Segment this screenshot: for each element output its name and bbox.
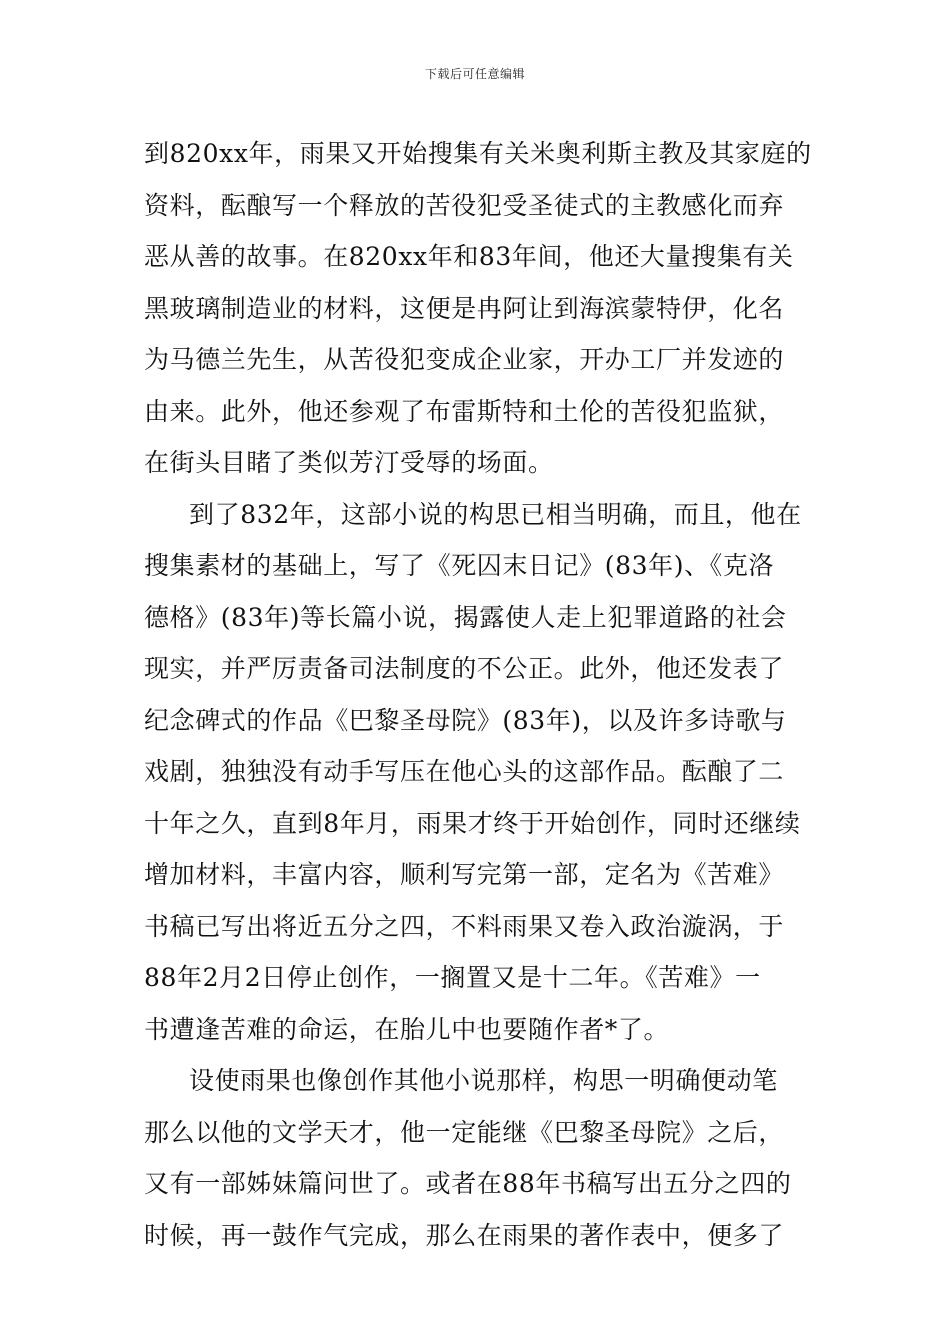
text-line: 十年之久，直到8年月，雨果才终于开始创作，同时还继续 bbox=[144, 808, 801, 838]
text-line: 黑玻璃制造业的材料，这便是冉阿让到海滨蒙特伊，化名 bbox=[144, 293, 785, 323]
text-line: 书遭逢苦难的命运，在胎儿中也要随作者*了。 bbox=[144, 1014, 670, 1044]
text-line: 为马德兰先生，从苦役犯变成企业家，开办工厂并发迹的 bbox=[144, 345, 785, 374]
page-header: 下载后可任意编辑 bbox=[424, 67, 525, 81]
text-line: 资料，酝酿写一个释放的苦役犯受圣徒式的主教感化而弃 bbox=[144, 190, 785, 220]
text-line: 88年2月2日停止创作，一搁置又是十二年。《苦难》一 bbox=[144, 963, 761, 992]
text-line: 戏剧，独独没有动手写压在他心头的这部作品。酝酿了二 bbox=[144, 757, 785, 786]
text-line: 现实，并严厉责备司法制度的不公正。此外，他还发表了 bbox=[144, 654, 785, 683]
paragraph bbox=[144, 489, 808, 1056]
text-line: 在街头目睹了类似芳汀受辱的场面。 bbox=[144, 448, 554, 477]
text-line: 时候，再一鼓作气完成，那么在雨果的著作表中，便多了 bbox=[144, 1220, 785, 1250]
text-line: 书稿已写出将近五分之四，不料雨果又卷入政治漩涡，于 bbox=[144, 911, 785, 941]
text-line: 又有一部姊妹篇问世了。或者在88年书稿写出五分之四的 bbox=[144, 1169, 792, 1198]
text-line: 增加材料，丰富内容，顺利写完第一部，定名为《苦难》 bbox=[144, 860, 785, 889]
text-line: 由来。此外，他还参观了布雷斯特和土伦的苦役犯监狱， bbox=[144, 396, 785, 426]
paragraph bbox=[144, 128, 812, 489]
text-line: 纪念碑式的作品《巴黎圣母院》(83年)，以及许多诗歌与 bbox=[144, 705, 787, 735]
text-line: 德格》(83年)等长篇小说，揭露使人走上犯罪道路的社会 bbox=[144, 602, 787, 632]
text-line: 到820xx年，雨果又开始搜集有关米奥利斯主教及其家庭的 bbox=[144, 139, 812, 168]
paragraph bbox=[144, 1055, 808, 1261]
document-body bbox=[144, 128, 812, 1261]
text-line: 到了832年，这部小说的构思已相当明确，而且，他在 bbox=[189, 499, 802, 529]
text-line: 设使雨果也像创作其他小说那样，构思一明确便动笔 bbox=[189, 1066, 778, 1095]
text-line: 恶从善的故事。在820xx年和83年间，他还大量搜集有关 bbox=[144, 242, 794, 271]
text-line: 那么以他的文学天才，他一定能继《巴黎圣母院》之后， bbox=[144, 1117, 785, 1147]
text-line: 搜集素材的基础上，写了《死囚末日记》(83年)、《克洛 bbox=[144, 551, 775, 580]
